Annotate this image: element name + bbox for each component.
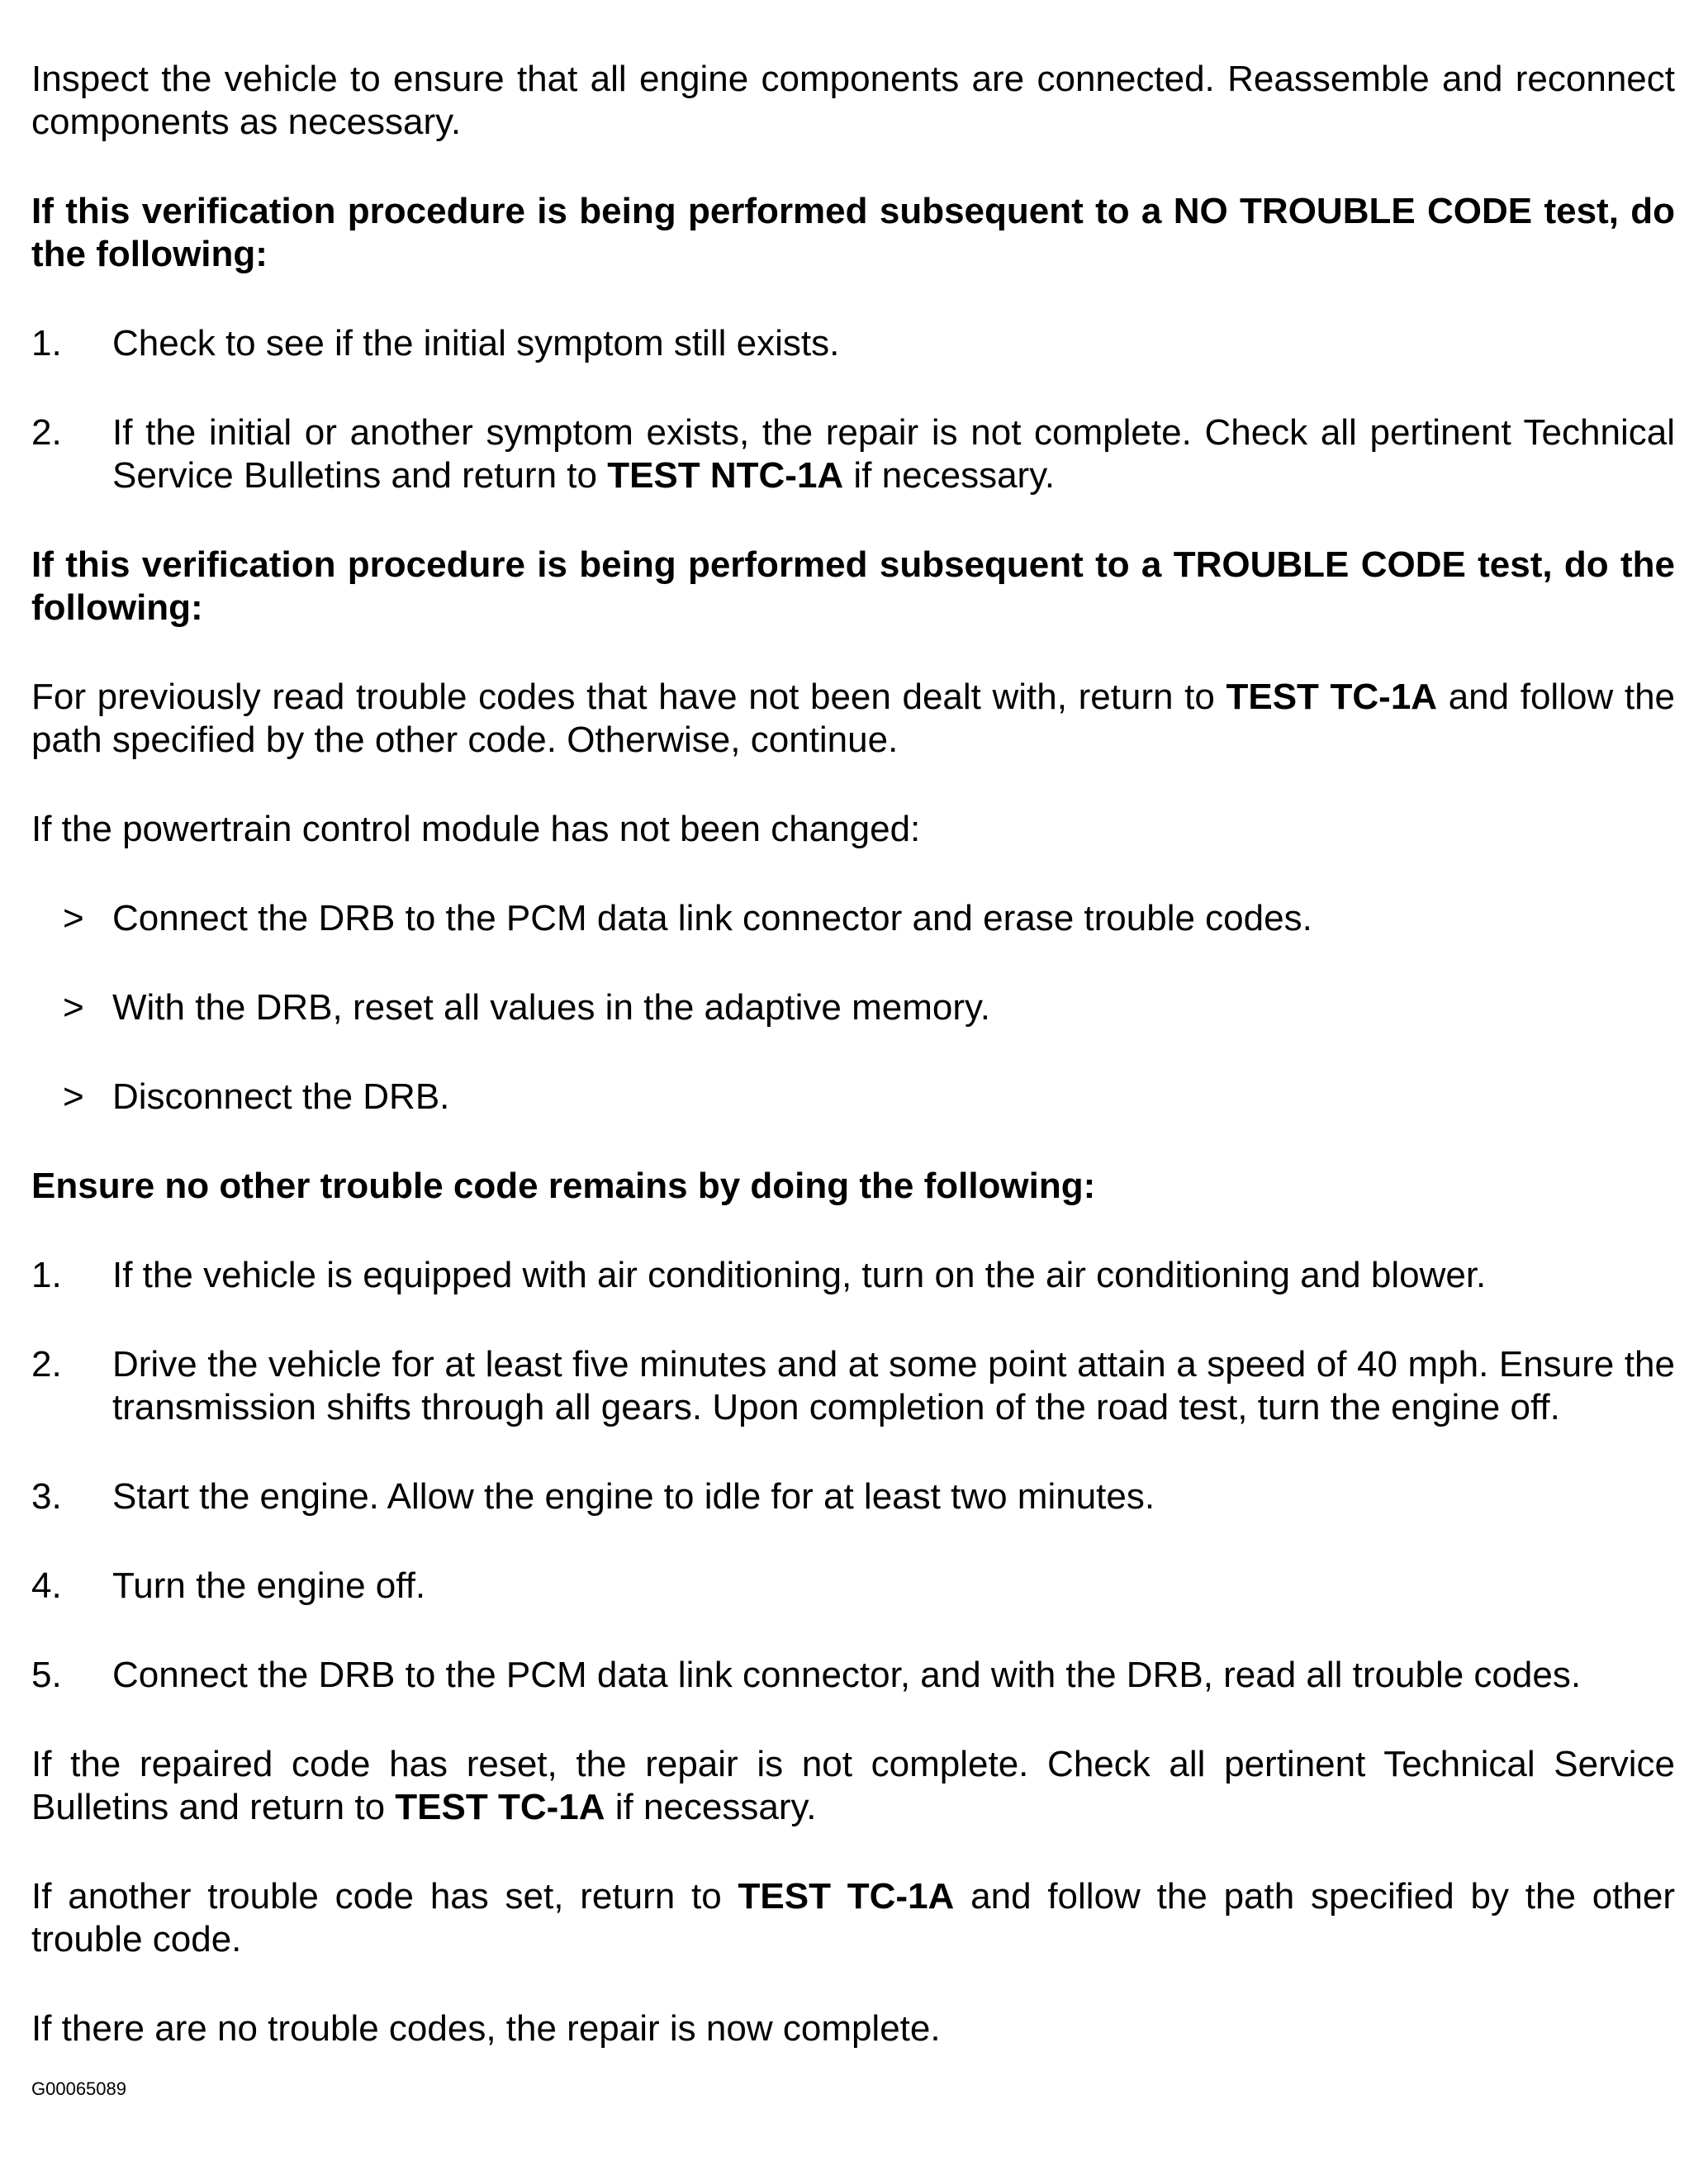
ensure-step-1-number: 1. [31, 1255, 62, 1295]
ntc-step-2-number: 2. [31, 412, 62, 453]
intro-paragraph: Inspect the vehicle to ensure that all engine components are connected. Reassemble and reconnect components as necessary. [31, 59, 1675, 142]
ensure-step-1-text: If the vehicle is equipped with air conditioning, turn on the air conditioning and blower. [112, 1255, 1487, 1295]
ensure-heading: Ensure no other trouble code remains by doing the following: [31, 1166, 1096, 1206]
reset-paragraph-test-ref: TEST TC-1A [395, 1787, 605, 1827]
another-code-post: and follow the path specified by the other trouble code. [31, 1876, 1676, 1959]
tc-paragraph-test-ref: TEST TC-1A [1226, 677, 1438, 717]
ntc-step-2-text [112, 411, 1675, 497]
complete-paragraph: If there are no trouble codes, the repair is now complete. [31, 2008, 941, 2049]
ensure-step-3-text: Start the engine. Allow the engine to idle for at least two minutes. [112, 1476, 1155, 1517]
bullet-1-text: Connect the DRB to the PCM data link connector and erase trouble codes. [112, 898, 1312, 938]
pcm-paragraph: If the powertrain control module has not been changed: [31, 809, 921, 849]
another-code-pre: If another trouble code has set, return to [31, 1876, 738, 1917]
document-page [31, 0, 1675, 2166]
another-code-test-ref: TEST TC-1A [738, 1876, 955, 1917]
ntc-step-2-post: if necessary. [843, 455, 1056, 496]
bullet-2-marker: > [63, 987, 84, 1028]
ntc-step-1-number: 1. [31, 323, 62, 363]
reset-paragraph-post: if necessary. [605, 1787, 817, 1827]
tc-paragraph-pre: For previously read trouble codes that have not been dealt with, return to [31, 677, 1226, 717]
ensure-step-3-number: 3. [31, 1476, 62, 1517]
bullet-3-text: Disconnect the DRB. [112, 1076, 450, 1117]
ntc-step-2-test-ref: TEST NTC-1A [607, 455, 844, 496]
ensure-step-2-text: Drive the vehicle for at least five minutes and at some point attain a speed of 40 mph. Ensure the transmission shifts through all gears. Upon completion of the road test, turn the engine off. [112, 1344, 1675, 1427]
ntc-step-1-text: Check to see if the initial symptom still exists. [112, 323, 840, 363]
reset-paragraph [31, 1743, 1675, 1829]
ntc-step-2-pre: If the initial or another symptom exists, the repair is not complete. Check all pertinent Technical Service Bulletins and return to [112, 412, 1675, 496]
bullet-2-text: With the DRB, reset all values in the adaptive memory. [112, 987, 990, 1028]
reset-paragraph-pre: If the repaired code has reset, the repair is not complete. Check all pertinent Technical Service Bulletins and return to [31, 1744, 1675, 1827]
ensure-step-2-number: 2. [31, 1344, 62, 1385]
ensure-step-4-number: 4. [31, 1565, 62, 1606]
ensure-step-5-number: 5. [31, 1655, 62, 1695]
another-code-paragraph [31, 1875, 1675, 1961]
tc-heading: If this verification procedure is being performed subsequent to a TROUBLE CODE test, do the following: [31, 544, 1675, 628]
figure-code: G00065089 [31, 2078, 126, 2099]
tc-paragraph [31, 676, 1675, 762]
ntc-heading: If this verification procedure is being performed subsequent to a NO TROUBLE CODE test, do the following: [31, 191, 1675, 274]
ensure-step-4-text: Turn the engine off. [112, 1565, 426, 1606]
ensure-step-5-text: Connect the DRB to the PCM data link connector, and with the DRB, read all trouble codes. [112, 1655, 1582, 1695]
bullet-1-marker: > [63, 898, 84, 938]
bullet-3-marker: > [63, 1076, 84, 1117]
tc-paragraph-post: and follow the path specified by the other code. Otherwise, continue. [31, 677, 1676, 760]
